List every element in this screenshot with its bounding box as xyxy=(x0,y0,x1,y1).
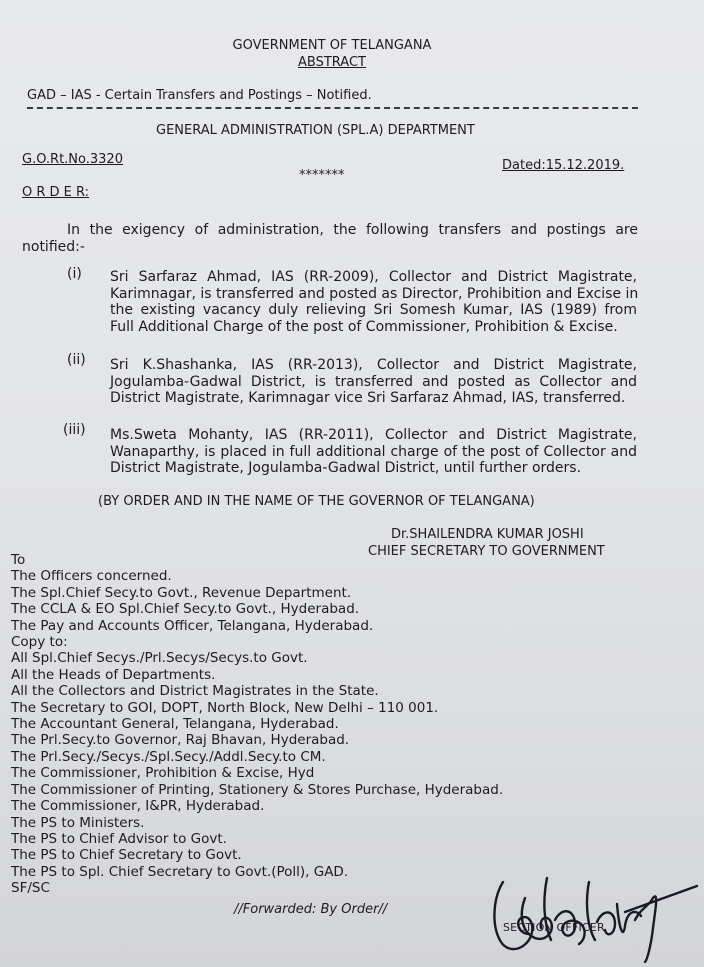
item-line: the existing vacancy duly relieving Sri Somesh Kumar, IAS (1989) from xyxy=(110,302,637,318)
order-heading: O R D E R: xyxy=(22,185,90,200)
list-item: The PS to Chief Advisor to Govt. xyxy=(11,830,227,847)
list-item: SF/SC xyxy=(11,880,50,897)
department-line: GENERAL ADMINISTRATION (SPL.A) DEPARTMENT xyxy=(156,123,475,138)
government-title: GOVERNMENT OF TELANGANA xyxy=(232,38,432,53)
item-line: Ms.Sweta Mohanty, IAS (RR-2011), Collector and District Magistrate, xyxy=(110,427,637,443)
list-item: The Prl.Secy.to Governor, Raj Bhavan, Hyderabad. xyxy=(11,732,350,749)
signatory-name: Dr.SHAILENDRA KUMAR JOSHI xyxy=(391,527,584,542)
item-line: District Magistrate, Karimnagar vice Sri Sarfaraz Ahmad, IAS, transferred. xyxy=(110,390,626,406)
abstract-heading: ABSTRACT xyxy=(298,55,366,70)
list-item: The PS to Ministers. xyxy=(11,814,145,831)
list-item: The Officers concerned. xyxy=(11,568,172,585)
order-item xyxy=(110,427,637,477)
item-line: Full Additional Charge of the post of Commissioner, Prohibition & Excise. xyxy=(110,318,618,335)
signatory-title: CHIEF SECRETARY TO GOVERNMENT xyxy=(368,544,605,559)
list-item: The PS to Spl. Chief Secretary to Govt.(Poll), GAD. xyxy=(11,863,349,880)
item-number: (ii) xyxy=(67,352,86,368)
handwritten-signature xyxy=(485,868,700,963)
order-item xyxy=(110,269,637,335)
go-number: G.O.Rt.No.3320 xyxy=(22,152,123,167)
list-item: Copy to: xyxy=(11,634,68,651)
list-item: The PS to Chief Secretary to Govt. xyxy=(11,847,242,864)
forwarded-line: //Forwarded: By Order// xyxy=(234,902,388,917)
by-order-line: (BY ORDER AND IN THE NAME OF THE GOVERNOR OF TELANGANA) xyxy=(98,494,535,509)
distribution-list xyxy=(11,552,503,897)
intro-line: notified:- xyxy=(22,238,85,255)
section-officer-stamp: SECTION OFFICER xyxy=(503,921,605,934)
list-item: To xyxy=(11,552,26,568)
item-number: (i) xyxy=(67,266,82,282)
list-item: All the Collectors and District Magistrates in the State. xyxy=(11,683,379,700)
list-item: The Accountant General, Telangana, Hyderabad. xyxy=(11,716,339,733)
list-item: The Commissioner of Printing, Stationery & Stores Purchase, Hyderabad. xyxy=(11,781,504,798)
dashed-divider xyxy=(27,107,638,109)
list-item: All the Heads of Departments. xyxy=(11,666,216,683)
item-line: District Magistrate, Jogulamba-Gadwal District, until further orders. xyxy=(110,460,582,476)
item-line: Sri Sarfaraz Ahmad, IAS (RR-2009), Collector and District Magistrate, xyxy=(110,269,637,285)
item-line: Karimnagar, is transferred and posted as Director, Prohibition and Excise in xyxy=(110,285,639,302)
item-line: Sri K.Shashanka, IAS (RR-2013), Collector and District Magistrate, xyxy=(110,357,637,373)
item-line: Wanaparthy, is placed in full additional charge of the post of Collector and xyxy=(110,443,637,460)
list-item: All Spl.Chief Secys./Prl.Secys/Secys.to Govt. xyxy=(11,650,308,667)
subject-line: GAD – IAS - Certain Transfers and Postings – Notified. xyxy=(27,88,372,103)
list-item: The Commissioner, I&PR, Hyderabad. xyxy=(11,798,265,815)
list-item: The Commissioner, Prohibition & Excise, Hyd xyxy=(11,765,315,782)
item-line: Jogulamba-Gadwal District, is transferred and posted as Collector and xyxy=(110,373,637,390)
intro-paragraph xyxy=(22,222,638,255)
list-item: The Spl.Chief Secy.to Govt., Revenue Department. xyxy=(11,584,352,601)
order-item xyxy=(110,357,637,407)
list-item: The Secretary to GOI, DOPT, North Block, New Delhi – 110 001. xyxy=(11,699,439,716)
intro-line: In the exigency of administration, the following transfers and postings are xyxy=(67,222,638,238)
list-item: The CCLA & EO Spl.Chief Secy.to Govt., Hyderabad. xyxy=(11,601,360,618)
dated: Dated:15.12.2019. xyxy=(502,158,625,173)
list-item: The Pay and Accounts Officer, Telangana, Hyderabad. xyxy=(11,617,374,634)
list-item: The Prl.Secy./Secys./Spl.Secy./Addl.Secy.to CM. xyxy=(11,748,326,765)
stars-separator: ******* xyxy=(299,168,345,183)
item-number: (iii) xyxy=(63,422,86,438)
